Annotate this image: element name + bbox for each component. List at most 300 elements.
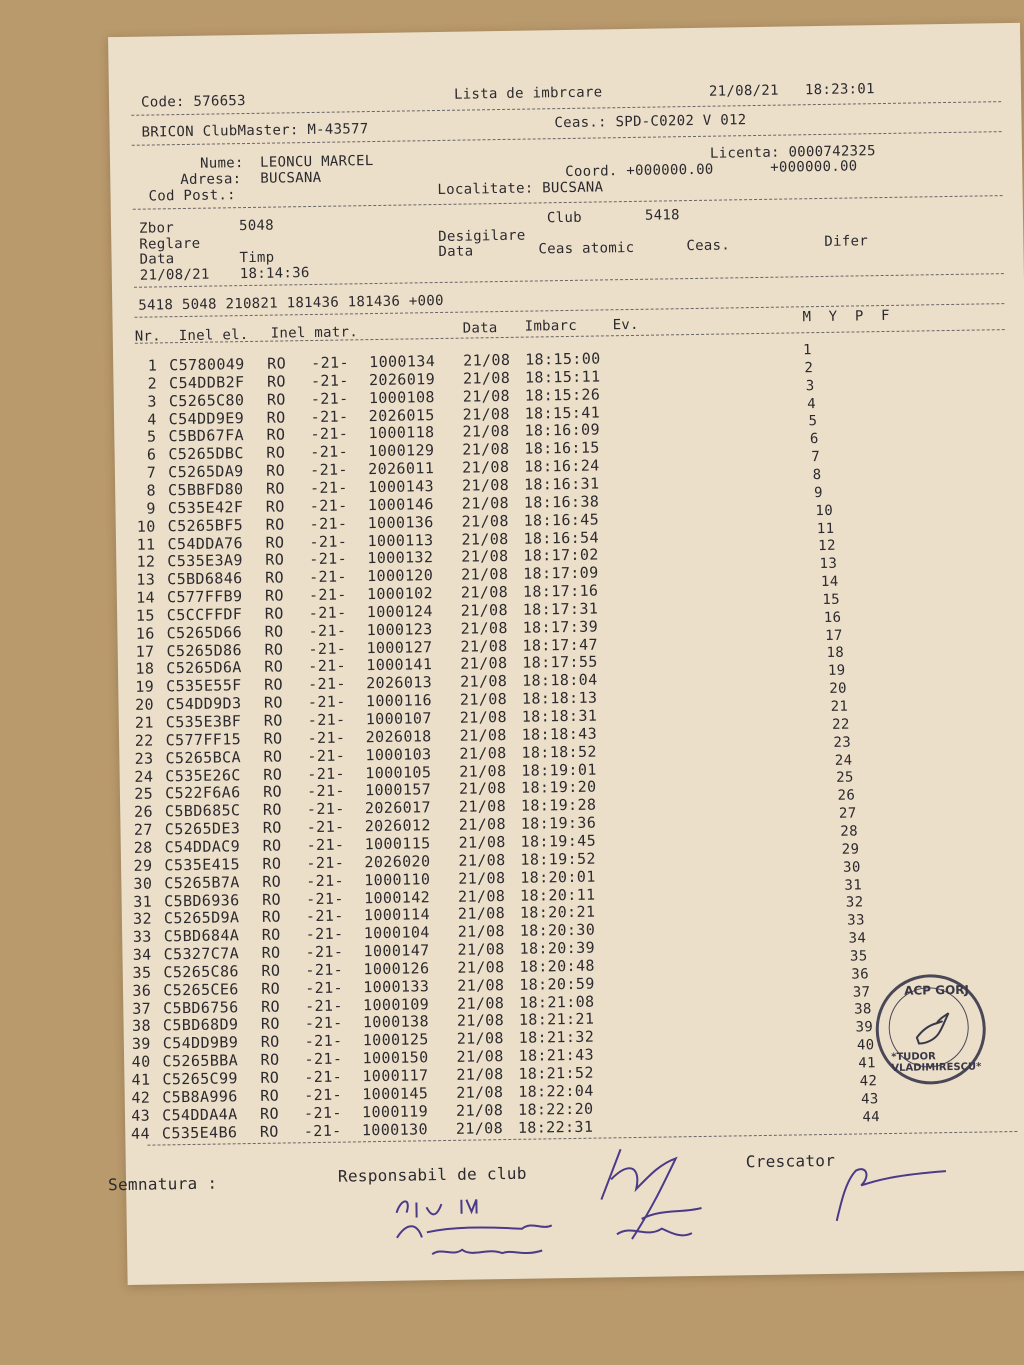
country-cell: RO [265,497,285,516]
date-cell: 21/08 [460,654,508,674]
m-column-cell: 13 [819,555,838,573]
date-cell: 21/08 [459,743,507,763]
inel-matr-cell: 2026013 [366,673,433,693]
time-cell: 18:21:08 [518,992,595,1012]
reglare-label: Reglare [139,235,201,253]
m-column-cell: 26 [837,787,856,805]
row-number: 42 [131,1088,151,1107]
year-cell: -21- [306,853,345,872]
time-cell: 18:18:52 [521,742,598,762]
country-cell: RO [262,854,282,873]
inel-matr-cell: 1000107 [365,709,432,729]
m-column-cell: 6 [809,431,819,448]
date-cell: 21/08 [458,815,507,834]
inel-el-cell: C522F6A6 [165,783,241,803]
data-value: 21/08/21 [139,266,210,284]
country-cell: RO [259,1104,280,1123]
m-column-cell: 7 [811,449,821,466]
year-cell: -21- [311,353,350,373]
m-column-cell: 2 [804,359,814,377]
date-cell: 21/08 [462,386,511,406]
year-cell: -21- [308,585,347,605]
adresa-value: BUCSANA [260,169,322,187]
year-cell: -21- [309,549,348,569]
m-column-cell: 40 [856,1037,875,1054]
row-number: 17 [135,642,155,661]
inel-matr-cell: 1000118 [368,423,435,443]
ceas-label: Ceas. [686,237,731,255]
m-column-cell: 9 [813,484,824,501]
inel-matr-cell: 2026020 [364,851,431,872]
inel-matr-cell: 1000119 [361,1101,429,1121]
date-cell: 21/08 [457,886,506,906]
inel-matr-cell: 1000116 [365,691,433,711]
time-cell: 18:17:16 [522,581,599,601]
country-cell: RO [265,515,285,534]
m-column-cell: 15 [822,591,841,608]
time-cell: 18:16:38 [523,492,600,512]
document-title: Lista de imbrcare [453,84,603,103]
inel-el-cell: C54DDAC9 [164,837,241,857]
row-number: 30 [133,874,153,893]
m-column-cell: 4 [807,395,817,412]
m-column-cell: 1 [802,342,813,359]
row-number: 6 [146,445,157,464]
country-cell: RO [260,1086,280,1105]
inel-el-cell: C54DD9D3 [165,694,242,714]
date-cell: 21/08 [460,636,508,656]
year-cell: -21- [307,710,346,730]
year-cell: -21- [305,960,344,980]
row-number: 10 [136,517,156,536]
inel-matr-cell: 1000103 [365,744,432,764]
country-cell: RO [266,425,286,445]
time-cell: 18:16:31 [523,474,600,494]
country-cell: RO [261,925,281,945]
inel-el-cell: C5CCFFDF [166,605,243,625]
time-cell: 18:17:39 [522,617,599,637]
clubmaster-text: BRICON ClubMaster: M-43577 [141,121,369,141]
country-cell: RO [262,818,282,837]
row-number: 9 [146,499,157,518]
date-cell: 21/08 [456,1029,505,1049]
inel-matr-cell: 1000102 [366,584,434,604]
inel-el-cell: C5780049 [169,355,245,375]
row-number: 19 [135,677,155,697]
inel-matr-cell: 1000110 [364,869,431,889]
time-cell: 18:15:00 [525,349,601,369]
m-column-cell: 41 [858,1055,877,1072]
stamp-text-bottom: *TUDOR VLADIMIRESCU* [891,1051,982,1074]
country-cell: RO [263,747,283,766]
year-cell: -21- [310,389,349,408]
m-column-cell: 38 [854,1001,872,1019]
divider [133,195,1003,210]
inel-matr-cell: 1000157 [364,780,432,800]
time-cell: 18:19:52 [520,849,597,869]
country-cell: RO [262,800,282,820]
m-column-cell: 32 [845,894,864,912]
m-column-cell: 35 [849,948,868,965]
inel-matr-cell: 1000146 [367,494,434,514]
col-inel-matr-header: Inel matr. [270,324,359,342]
m-column-cell: 17 [825,627,843,644]
country-cell: RO [265,479,286,498]
time-cell: 18:22:20 [517,1099,594,1119]
nume-label: Nume: [199,155,244,172]
country-cell: RO [266,443,286,462]
row-number: 20 [134,695,155,714]
m-column-cell: 36 [851,966,870,983]
licenta-text: Licenta: 0000742325 [709,143,876,162]
inel-el-cell: C5BBFD80 [167,480,244,500]
m-column-cell: 24 [834,752,853,769]
year-cell: -21- [308,603,347,622]
club-label: Club [546,209,582,227]
date-cell: 21/08 [457,922,506,941]
country-cell: RO [264,640,284,659]
date-cell: 21/08 [456,1011,505,1031]
year-cell: -21- [304,996,343,1015]
responsabil-label: Responsabil de club [337,1163,527,1186]
country-cell: RO [259,1122,279,1141]
inel-el-cell: C535E26C [165,765,241,785]
m-column-cell: 25 [836,769,854,787]
date-cell: 21/08 [459,707,508,727]
inel-matr-cell: 1000138 [362,1012,430,1032]
time-cell: 18:16:45 [523,510,600,530]
date-cell: 21/08 [460,618,508,638]
time-cell: 18:21:32 [518,1027,595,1048]
country-cell: RO [262,836,282,855]
date-cell: 21/08 [463,350,511,370]
time-cell: 18:20:01 [520,867,596,887]
country-cell: RO [264,622,284,641]
pigeon-icon [908,1007,953,1052]
data-label: Data [139,251,175,268]
year-cell: -21- [303,1103,342,1122]
m-column-cell: 18 [826,645,845,662]
row-number: 41 [131,1070,151,1089]
inel-el-cell: C54DDB2F [168,372,245,393]
year-cell: -21- [308,639,347,658]
m-column-cell: 29 [841,841,860,858]
row-number: 39 [131,1034,151,1054]
adresa-label: Adresa: [180,171,242,189]
inel-matr-cell: 1000105 [365,762,432,782]
inel-matr-cell: 1000124 [366,602,433,622]
printed-list-sheet [108,23,1024,1285]
date-cell: 21/08 [458,832,506,852]
country-cell: RO [260,1015,280,1034]
year-cell: -21- [305,889,344,908]
row-number: 3 [147,392,158,411]
time-cell: 18:18:43 [521,724,598,744]
row-number: 23 [134,749,154,768]
year-cell: -21- [308,621,347,640]
inel-el-cell: C5BD6936 [163,890,240,910]
year-cell: -21- [307,692,346,712]
inel-el-cell: C535E55F [166,676,242,696]
m-column-cell: 3 [805,377,815,394]
row-number: 28 [133,838,153,857]
inel-el-cell: C577FF15 [165,730,242,750]
country-cell: RO [260,997,281,1016]
date-cell: 21/08 [456,1082,504,1102]
m-column-cell: 10 [815,502,834,519]
date-cell: 21/08 [462,440,510,459]
inel-matr-cell: 1000141 [366,655,433,675]
inel-matr-cell: 1000120 [367,566,434,586]
year-cell: -21- [304,1067,343,1087]
row-number: 35 [132,963,152,982]
year-cell: -21- [304,1049,343,1069]
country-cell: RO [266,407,286,427]
year-cell: -21- [308,674,347,694]
inel-el-cell: C54DD9B9 [162,1033,239,1053]
m-column-cell: 16 [823,609,842,626]
inel-matr-cell: 2026011 [368,459,435,479]
inel-el-cell: C535E3BF [165,712,242,732]
time-cell: 18:16:54 [523,528,600,548]
col-myfp-header: M Y P F [802,307,890,326]
time-cell: 18:15:41 [524,403,601,423]
row-number: 43 [131,1106,151,1125]
country-cell: RO [263,729,283,748]
row-number: 7 [146,463,157,482]
inel-matr-cell: 2026018 [365,727,432,747]
year-cell: -21- [304,1014,343,1033]
date-cell: 21/08 [458,868,506,888]
m-column-cell: 37 [852,983,871,1001]
time-cell: 18:17:02 [523,545,599,566]
time-cell: 18:20:39 [519,938,596,958]
time-cell: 18:20:48 [519,956,595,976]
inel-matr-cell: 1000129 [368,441,435,461]
time-cell: 18:19:20 [520,777,597,798]
m-column-cell: 11 [816,520,835,537]
year-cell: -21- [307,728,346,747]
m-column-cell: 30 [842,859,861,876]
inel-matr-cell: 1000130 [361,1119,429,1139]
inel-matr-cell: 1000104 [363,923,430,943]
row-number: 15 [135,606,155,625]
date-cell: 21/08 [458,797,507,816]
inel-el-cell: C5265CE6 [163,979,239,1000]
date-cell: 21/08 [456,1047,504,1066]
year-cell: -21- [309,478,348,497]
time-cell: 18:20:11 [519,885,596,905]
row-number: 12 [136,552,156,572]
time-cell: 18:20:21 [519,902,596,923]
date-cell: 21/08 [457,940,505,959]
date-cell: 21/08 [455,1100,504,1120]
country-cell: RO [265,532,285,552]
m-column-cell: 42 [859,1073,878,1090]
year-cell: -21- [306,871,345,890]
difer-label: Difer [824,233,869,250]
time-cell: 18:19:36 [520,813,597,833]
date-cell: 21/08 [462,368,511,388]
inel-el-cell: C535E4B6 [161,1122,238,1142]
country-cell: RO [260,1068,280,1087]
inel-el-cell: C5327C7A [163,944,240,964]
time-cell: 18:17:55 [522,652,598,673]
m-column-cell: 31 [844,876,863,894]
semnatura-label: Semnatura : [107,1173,218,1195]
date-cell: 21/08 [455,1118,504,1138]
date-cell: 21/08 [462,404,510,424]
inel-matr-cell: 1000109 [362,994,430,1014]
m-column-cell: 43 [860,1090,879,1108]
year-cell: -21- [307,746,346,765]
m-column-cell: 27 [838,805,857,822]
inel-matr-cell: 2026017 [364,798,432,818]
country-cell: RO [261,943,281,962]
row-number: 44 [130,1124,151,1143]
ceas-atomic-label: Ceas atomic [538,239,635,258]
inel-matr-cell: 1000123 [366,619,433,639]
date-cell: 21/08 [461,475,510,495]
row-number: 33 [132,927,152,947]
time-cell: 18:18:31 [521,706,598,726]
year-cell: -21- [307,764,346,783]
year-cell: -21- [303,1121,342,1140]
country-cell: RO [265,550,285,570]
country-cell: RO [264,604,284,623]
inel-el-cell: C5265BF5 [167,515,244,535]
responsabil-signature-icon [590,1138,712,1260]
row-number: 37 [132,999,152,1018]
inel-matr-cell: 1000127 [366,637,433,657]
inel-matr-cell: 1000133 [363,976,430,997]
inel-el-cell: C5265DA9 [168,462,244,482]
country-cell: RO [265,568,285,587]
year-cell: -21- [306,835,345,855]
coord-text: Coord. +000000.00 [565,161,714,180]
row-number: 31 [133,892,153,911]
row-number: 40 [131,1052,151,1072]
m-column-cell: 8 [812,466,822,484]
time-cell: 18:20:59 [519,974,595,994]
inel-matr-cell: 2026019 [368,369,436,389]
time-cell: 18:15:26 [524,385,601,405]
inel-matr-cell: 2026012 [364,816,431,836]
country-cell: RO [264,586,285,605]
m-column-cell: 34 [848,930,867,947]
year-cell: -21- [305,906,344,926]
nume-value: LEONCU MARCEL [259,153,374,171]
inel-matr-cell: 1000134 [369,352,436,372]
country-cell: RO [261,961,281,980]
time-cell: 18:17:09 [523,563,599,583]
m-column-cell: 39 [855,1019,874,1036]
inel-matr-cell: 1000114 [363,905,431,925]
row-number: 32 [132,909,153,929]
m-column-cell: 28 [840,823,859,840]
data2-label: Data [438,243,474,260]
country-cell: RO [261,890,282,909]
row-number: 5 [146,427,157,446]
inel-el-cell: C5B8A996 [162,1087,238,1107]
year-cell: -21- [305,924,344,944]
codpost-label: Cod Post.: [148,187,236,205]
date-cell: 21/08 [459,725,507,745]
print-date: 21/08/21 [708,82,779,100]
inel-matr-cell: 1000125 [362,1030,429,1050]
time-cell: 18:20:30 [519,920,596,940]
crescator-label: Crescator [745,1150,836,1172]
date-cell: 21/08 [458,779,507,799]
row-number: 38 [131,1017,152,1036]
summary-line: 5418 5048 210821 181436 181436 +000 [138,292,444,314]
coord2-text: +000000.00 [770,158,858,176]
inel-el-cell: C5BD684A [163,926,240,946]
col-data-header: Data [462,320,498,337]
inel-el-cell: C5BD685C [164,801,241,821]
date-cell: 21/08 [459,761,507,781]
year-cell: -21- [305,942,344,962]
country-cell: RO [267,354,287,373]
time-cell: 18:19:01 [521,760,597,780]
row-number: 25 [134,784,154,804]
year-cell: -21- [309,496,348,515]
time-cell: 18:16:15 [524,438,600,458]
localitate-text: Localitate: BUCSANA [437,179,604,199]
row-number: 29 [133,856,153,875]
date-cell: 21/08 [461,529,509,549]
inel-el-cell: C5265DBC [168,444,244,464]
row-number: 13 [136,570,156,589]
country-cell: RO [260,1032,280,1052]
inel-el-cell: C535E415 [164,854,241,875]
inel-el-cell: C5265D6A [166,658,242,678]
inel-matr-cell: 1000147 [363,941,430,961]
date-cell: 21/08 [457,904,506,924]
time-cell: 18:21:52 [518,1063,594,1083]
m-column-cell: 14 [820,573,839,591]
country-cell: RO [261,979,281,998]
year-cell: -21- [309,531,348,551]
row-number: 14 [136,588,156,607]
zbor-label: Zbor [138,220,175,237]
year-cell: -21- [309,567,348,587]
inel-matr-cell: 1000126 [363,959,430,979]
country-cell: RO [263,765,283,784]
crescator-signature-icon [816,1149,957,1231]
inel-matr-cell: 1000136 [367,512,434,532]
time-cell: 18:22:04 [518,1081,594,1101]
col-imbarc-header: Imbarc [524,317,578,335]
row-number: 21 [134,713,154,732]
inel-el-cell: C5265B7A [164,872,240,893]
year-cell: -21- [304,1085,343,1105]
inel-el-cell: C5BD6846 [167,569,243,589]
inel-el-cell: C535E3A9 [167,551,243,571]
inel-el-cell: C5BD67FA [168,426,245,446]
row-number: 34 [132,945,152,964]
year-cell: -21- [308,656,347,676]
m-column-cell: 22 [831,716,850,733]
handwritten-names-icon [391,1190,592,1263]
country-cell: RO [262,782,283,802]
inel-el-cell: C5265D86 [166,640,243,660]
inel-matr-cell: 1000113 [367,530,434,550]
time-cell: 18:15:11 [524,367,601,387]
row-number: 2 [147,374,158,393]
country-cell: RO [263,693,284,712]
time-cell: 18:16:24 [524,456,600,476]
